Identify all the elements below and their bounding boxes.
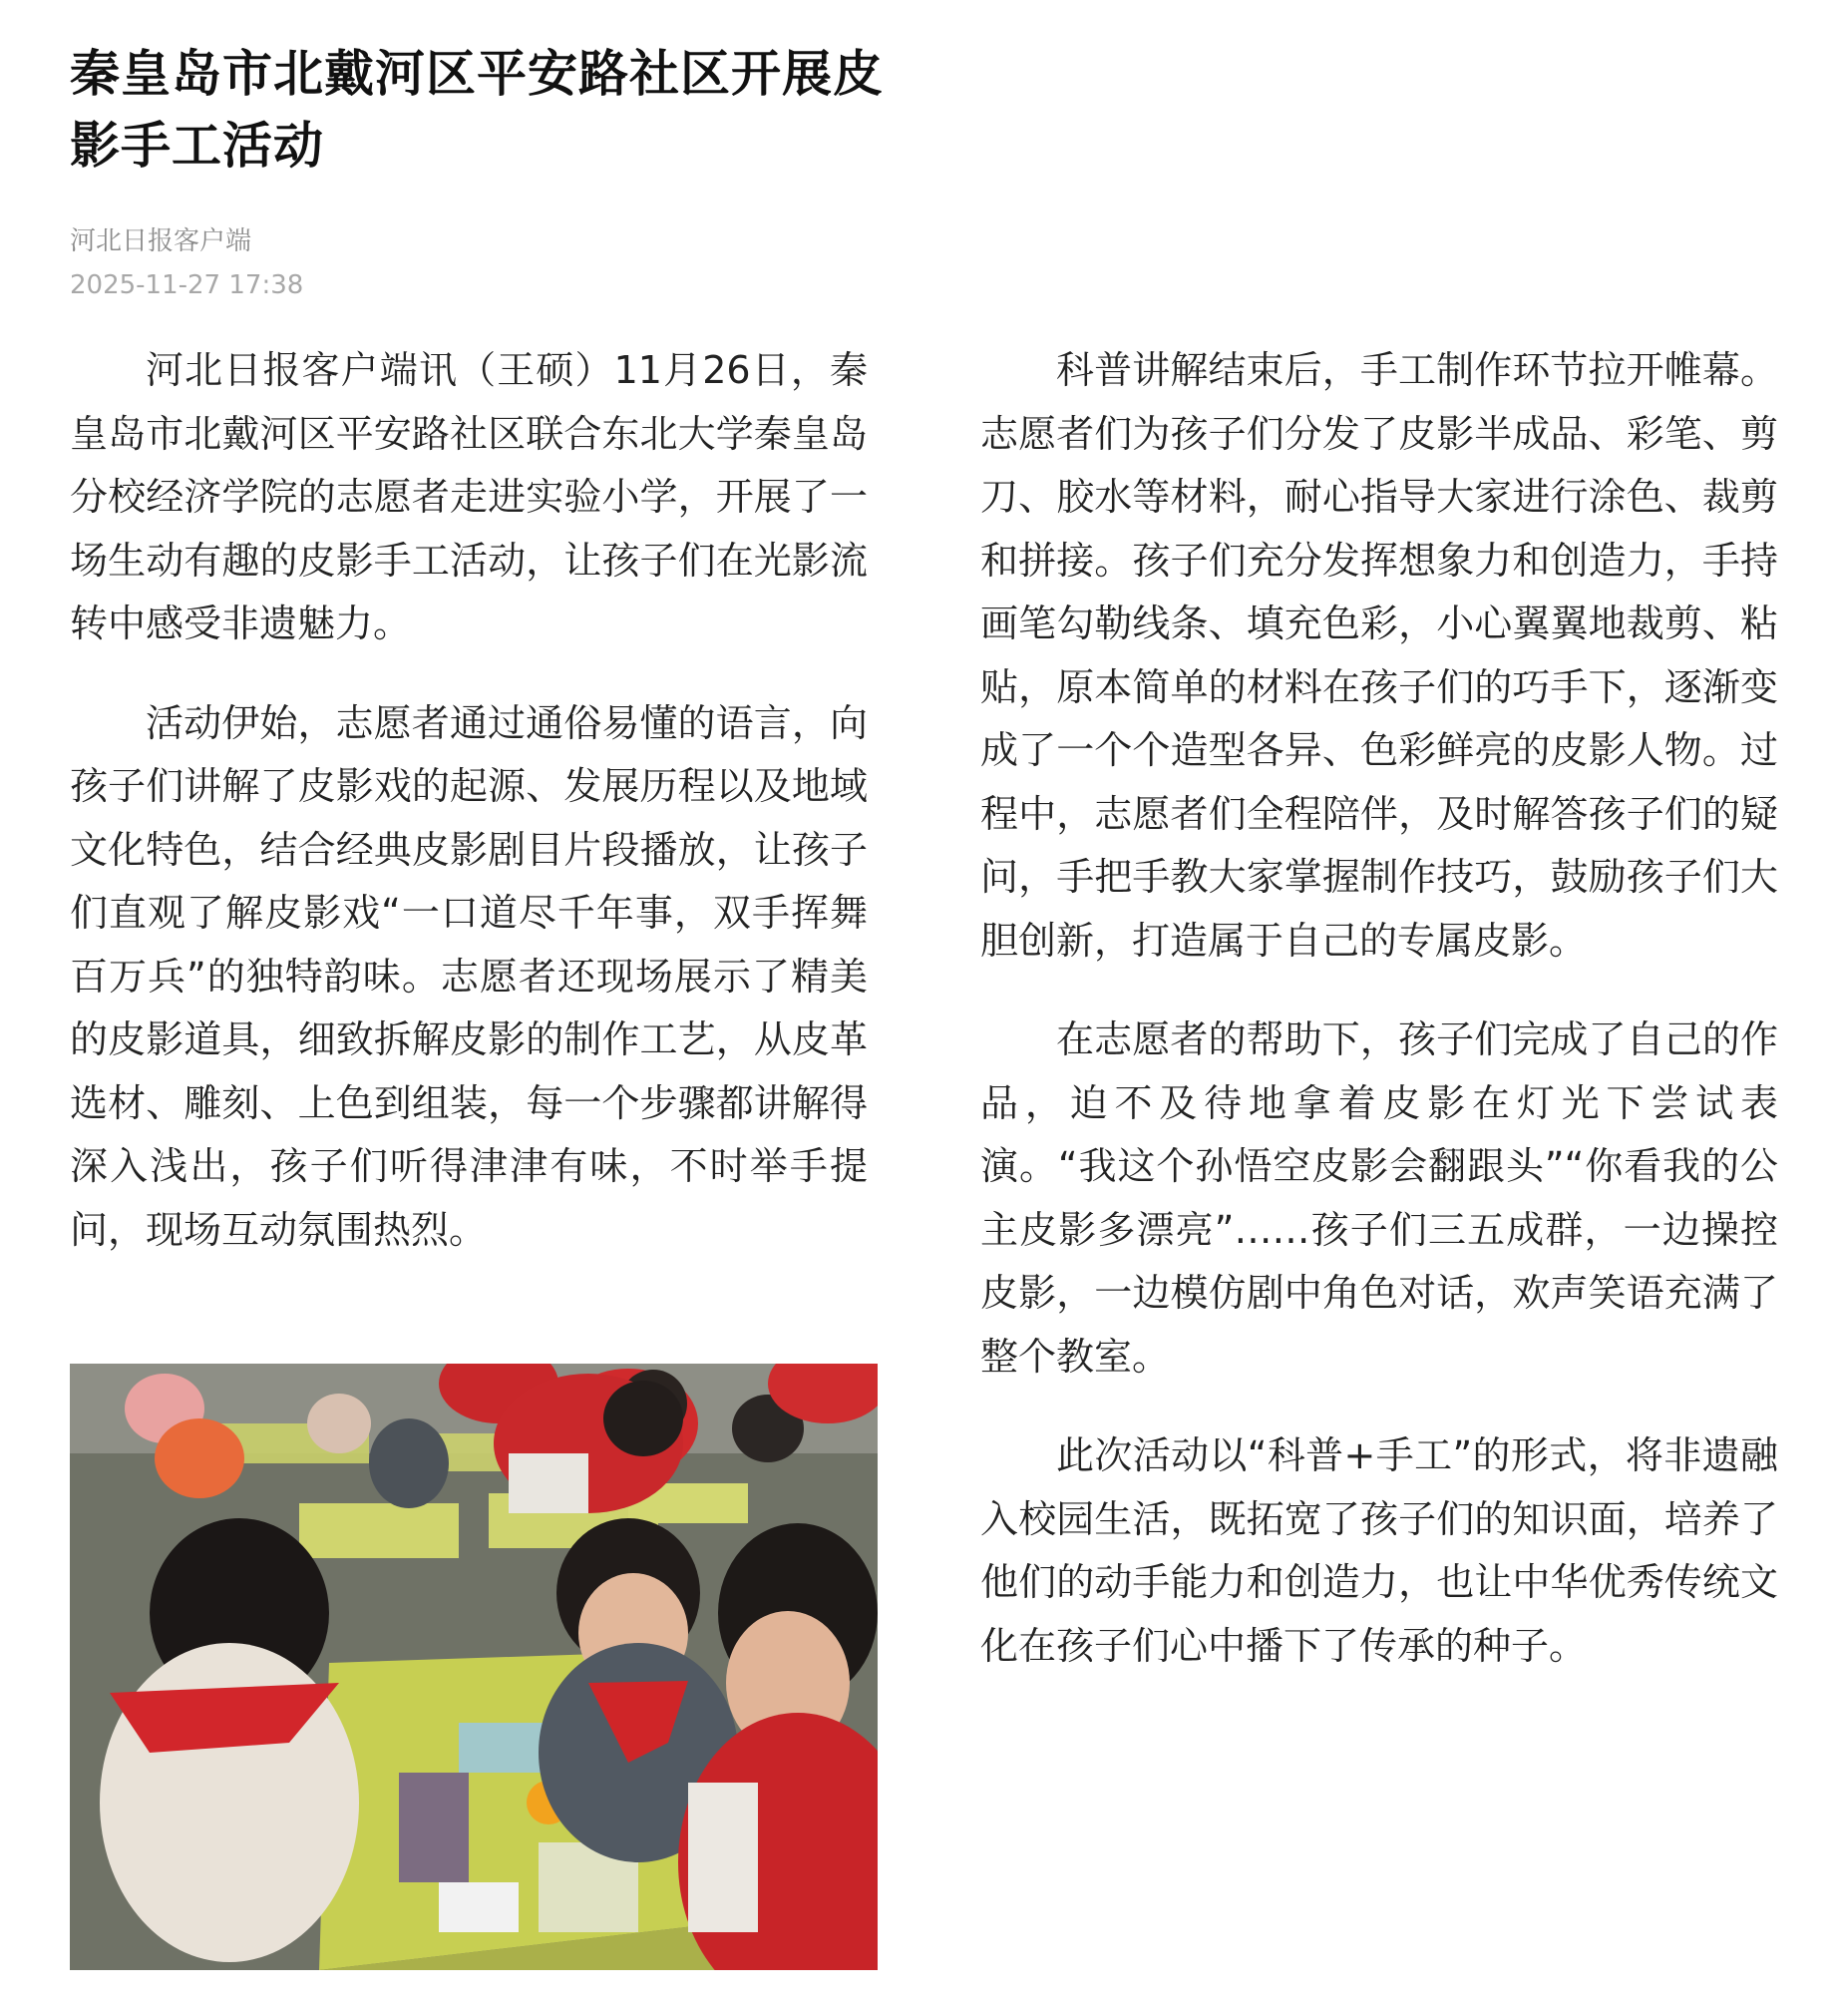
article-title: 秦皇岛市北戴河区平安路社区开展皮影手工活动 (70, 45, 884, 175)
article-paragraph-2: 活动伊始，志愿者通过通俗易懂的语言，向孩子们讲解了皮影戏的起源、发展历程以及地域文化特色，结合经典皮影剧目片段播放，让孩子们直观了解皮影戏“一口道尽千年事，双手挥舞百万兵”的独特韵味。志愿者还现场展示了精美的皮影道具，细致拆解皮影的制作工艺，从皮革选材、雕刻、上色到组装，每一个步骤都讲解得深入浅出，孩子们听得津津有味，不时举手提问，现场互动氛围热烈。 (70, 700, 868, 1252)
article-source[interactable]: 河北日报客户端 (70, 226, 252, 256)
article-column-right (980, 339, 1778, 1714)
article-paragraph-5: 此次活动以“科普+手工”的形式，将非遗融入校园生活，既拓宽了孩子们的知识面，培养了他们的动手能力和创造力，也让中华优秀传统文化在孩子们心中播下了传承的种子。 (980, 1433, 1778, 1668)
classroom-photo-illustration (70, 1364, 878, 1970)
article-column-left (70, 339, 868, 1298)
article-paragraph-3: 科普讲解结束后，手工制作环节拉开帷幕。志愿者们为孩子们分发了皮影半成品、彩笔、剪刀、胶水等材料，耐心指导大家进行涂色、裁剪和拼接。孩子们充分发挥想象力和创造力，手持画笔勾勒线条、填充色彩，小心翼翼地裁剪、粘贴，原本简单的材料在孩子们的巧手下，逐渐变成了一个个造型各异、色彩鲜亮的皮影人物。过程中，志愿者们全程陪伴，及时解答孩子们的疑问，手把手教大家掌握制作技巧，鼓励孩子们大胆创新，打造属于自己的专属皮影。 (980, 348, 1778, 963)
article-paragraph-1: 河北日报客户端讯（王硕）11月26日，秦皇岛市北戴河区平安路社区联合东北大学秦皇岛分校经济学院的志愿者走进实验小学，开展了一场生动有趣的皮影手工活动，让孩子们在光影流转中感受非遗魅力。 (70, 348, 868, 645)
article-photo (70, 1364, 878, 1970)
article-timestamp: 2025-11-27 17:38 (70, 270, 304, 300)
article-paragraph-4: 在志愿者的帮助下，孩子们完成了自己的作品，迫不及待地拿着皮影在灯光下尝试表演。“我这个孙悟空皮影会翻跟头”“你看我的公主皮影多漂亮”……孩子们三五成群，一边操控皮影，一边模仿剧中角色对话，欢声笑语充满了整个教室。 (980, 1017, 1778, 1379)
